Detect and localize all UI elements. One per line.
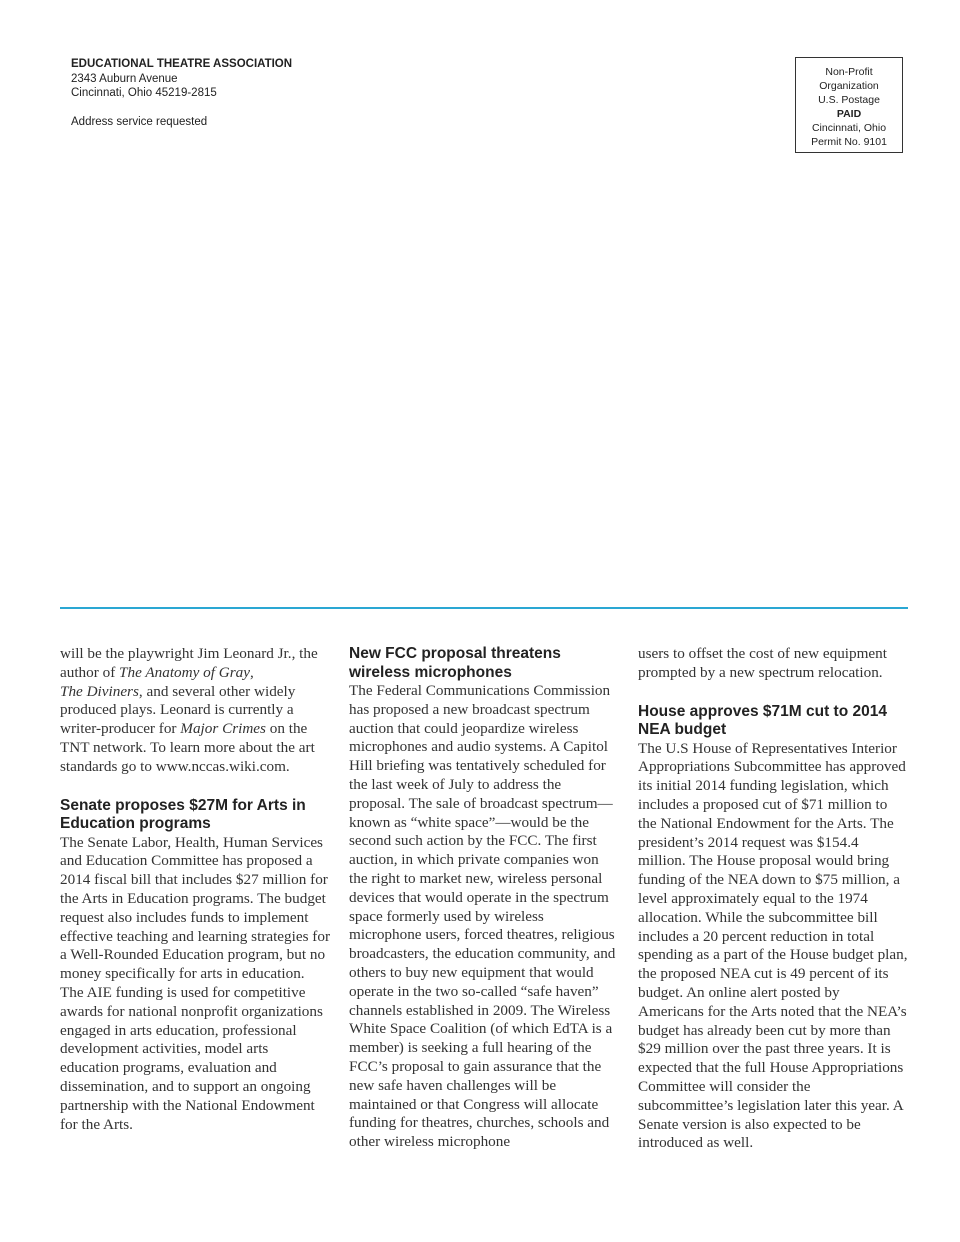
indicia-line: U.S. Postage	[818, 94, 880, 106]
indicia-line: Organization	[819, 80, 879, 92]
article-heading: Senate proposes $27M for Arts in Education programs	[60, 796, 306, 833]
postage-indicia	[795, 57, 903, 153]
article-column-3	[638, 645, 908, 1153]
article-heading: House approves $71M cut to 2014 NEA budget	[638, 702, 887, 739]
article-body: The U.S House of Representatives Interior Appropriations Subcommittee has approved its initial 2014 funding legislation, which includes a proposed cut of $71 million to the National Endowment for the Arts. The president’s 2014 request was $154.4 million. The House proposal would bring funding of the NEA down to $75 million, a level approximately equal to the 1974 allocation. While the subcommittee bill includes a 20 percent reduction in total spending as a part of the House budget plan, the proposed NEA cut is 49 percent of its budget. An online alert posted by Americans for the Arts noted that the NEA’s budget has already been cut by more than $29 million over the past three years. It is expected that the full House Appropriations Committee will consider the subcommittee’s legislation later this year. A Senate version is also expected to be introduced as well.	[638, 739, 908, 1152]
article-heading: New FCC proposal threatens wireless microphones	[349, 645, 561, 681]
indicia-line: Non-Profit	[825, 66, 873, 78]
article-body: The Federal Communications Commission has proposed a new broadcast spectrum auction that could jeopardize wireless microphones and audio systems. A Capitol Hill briefing was tentatively scheduled for the last week of July to address the proposal. The sale of broadcast spectrum—known as “white space”—would be the second such action by the FCC. The first auction, in which private companies won the right to market new, wireless personal devices that would operate in the spectrum space formerly used by wireless microphone users, forced theatres, religious broadcasters, the education community, and others to buy new equipment that would operate in the two so-called “safe haven” channels established in 2009. The Wireless White Space Coalition (of which EdTA is a member) is seeking a full hearing of the FCC’s proposal to gain assurance that the new safe haven challenges will be maintained or that Congress will allocate funding for theatres, churches, schools and other wireless microphone	[349, 682, 616, 1151]
article-column-1	[60, 645, 330, 1134]
article-column-2	[349, 645, 619, 1152]
section-divider	[60, 607, 908, 609]
street-address: 2343 Auburn Avenue	[71, 72, 178, 85]
continued-paragraph: users to offset the cost of new equipment prompted by a new spectrum relocation.	[638, 645, 887, 681]
book-title: The Diviners	[60, 682, 139, 700]
show-title: Major Crimes	[180, 720, 266, 738]
address-service-note: Address service requested	[71, 115, 208, 128]
book-title: The Anatomy of Gray	[119, 663, 250, 681]
return-address	[71, 57, 292, 129]
org-name: EDUCATIONAL THEATRE ASSOCIATION	[71, 58, 293, 70]
city-state-zip: Cincinnati, Ohio 45219-2815	[71, 87, 217, 99]
indicia-permit: Permit No. 9101	[811, 136, 887, 148]
indicia-paid: PAID	[836, 108, 862, 120]
article-body: The Senate Labor, Health, Human Services and Education Committee has proposed a 2014 fiscal bill that includes $27 million for the Arts in Education programs. The budget request also includes funds to implement effective teaching and learning strategies for a Well-Rounded Education program, but no money specifically for arts in education. The AIE funding is used for competitive awards for national nonprofit organizations engaged in arts education, professional development activities, model arts education programs, evaluation and dissemination, and to support an ongoing partnership with the National Endowment for the Arts.	[60, 833, 331, 1133]
continued-paragraph: will be the playwright Jim Leonard Jr., the author of The Anatomy of Gray, The Diviners, and several other widely produced plays. Leonard is currently a writer-producer for Major Crimes on the TNT network. To learn more about the art standards go to www.nccas.wiki.com.	[60, 645, 318, 775]
indicia-line: Cincinnati, Ohio	[811, 122, 887, 134]
